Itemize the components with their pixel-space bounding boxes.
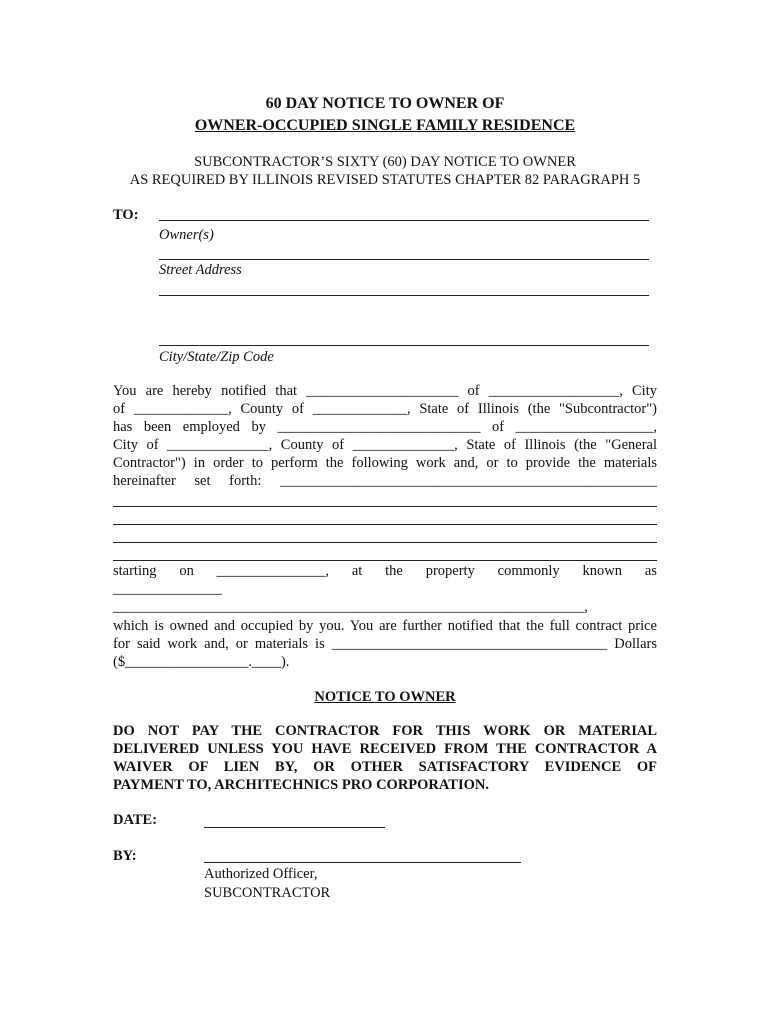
body-line: hereinafter set forth: ____________________________________________________	[113, 473, 657, 489]
notice-heading: NOTICE TO OWNER	[314, 689, 456, 705]
starting-word: as	[644, 563, 657, 579]
to-label: TO:	[113, 207, 139, 223]
starting-word: on	[179, 563, 194, 579]
body-line: has been employed by ____________________________ of ___________________,	[113, 419, 657, 435]
body-line: for said work and, or materials is ______________________________________ Dollars	[113, 636, 657, 652]
by-label: BY:	[113, 848, 137, 864]
owner-label: Owner(s)	[159, 227, 214, 243]
starting-word: known	[582, 563, 622, 579]
body-line: which is owned and occupied by you. You are further notified that the full contract price	[113, 618, 657, 634]
address-extra-line[interactable]	[159, 295, 649, 296]
contract-price-paragraph	[113, 617, 657, 671]
city-state-zip-label: City/State/Zip Code	[159, 349, 274, 365]
starting-word: starting	[113, 563, 157, 579]
authorized-officer-label: Authorized Officer,	[204, 866, 318, 882]
city-state-zip-line[interactable]	[159, 345, 649, 346]
work-description-line[interactable]	[113, 524, 657, 525]
street-address-label: Street Address	[159, 262, 242, 278]
body-line: ($_________________.____).	[113, 654, 290, 670]
document-title-line1: 60 DAY NOTICE TO OWNER OF	[265, 95, 505, 112]
date-label: DATE:	[113, 812, 158, 828]
starting-word: property	[425, 563, 475, 579]
notice-warning	[113, 722, 657, 794]
notice-body-paragraph	[113, 382, 657, 490]
warning-line: PAYMENT TO, ARCHITECHNICS PRO CORPORATION.	[113, 777, 489, 793]
subtitle-line1: SUBCONTRACTOR’S SIXTY (60) DAY NOTICE TO OWNER	[194, 154, 576, 170]
work-description-line[interactable]	[113, 506, 657, 507]
starting-on-line	[113, 563, 657, 580]
subcontractor-label: SUBCONTRACTOR	[204, 885, 331, 901]
body-line: You are hereby notified that _____________________ of __________________, City	[113, 383, 657, 399]
starting-word: commonly	[497, 563, 560, 579]
body-line: City of ______________, County of ______________, State of Illinois (the "General	[113, 437, 657, 453]
signature-line[interactable]	[204, 862, 521, 863]
starting-word: at	[351, 563, 363, 579]
starting-word: the	[385, 563, 403, 579]
warning-line: DELIVERED UNLESS YOU HAVE RECEIVED FROM THE CONTRACTOR A	[113, 741, 657, 757]
work-description-line[interactable]	[113, 542, 657, 543]
subtitle-line2: AS REQUIRED BY ILLINOIS REVISED STATUTES CHAPTER 82 PARAGRAPH 5	[129, 172, 641, 188]
starting-tail-line: _______________	[113, 581, 222, 597]
starting-word: _______________,	[216, 563, 330, 579]
date-line[interactable]	[204, 827, 385, 828]
warning-line: DO NOT PAY THE CONTRACTOR FOR THIS WORK OR MATERIAL	[113, 723, 657, 739]
owner-name-line[interactable]	[159, 220, 649, 221]
document-title-line2: OWNER-OCCUPIED SINGLE FAMILY RESIDENCE	[194, 117, 576, 134]
work-description-line[interactable]	[113, 560, 657, 561]
property-address-line: _________________________________________________________________,	[113, 599, 588, 615]
warning-line: WAIVER OF LIEN BY, OR OTHER SATISFACTORY EVIDENCE OF	[113, 759, 657, 775]
body-line: Contractor") in order to perform the following work and, or to provide the materials	[113, 455, 657, 471]
street-address-line[interactable]	[159, 259, 649, 260]
body-line: of _____________, County of _____________, State of Illinois (the "Subcontractor")	[113, 401, 657, 417]
